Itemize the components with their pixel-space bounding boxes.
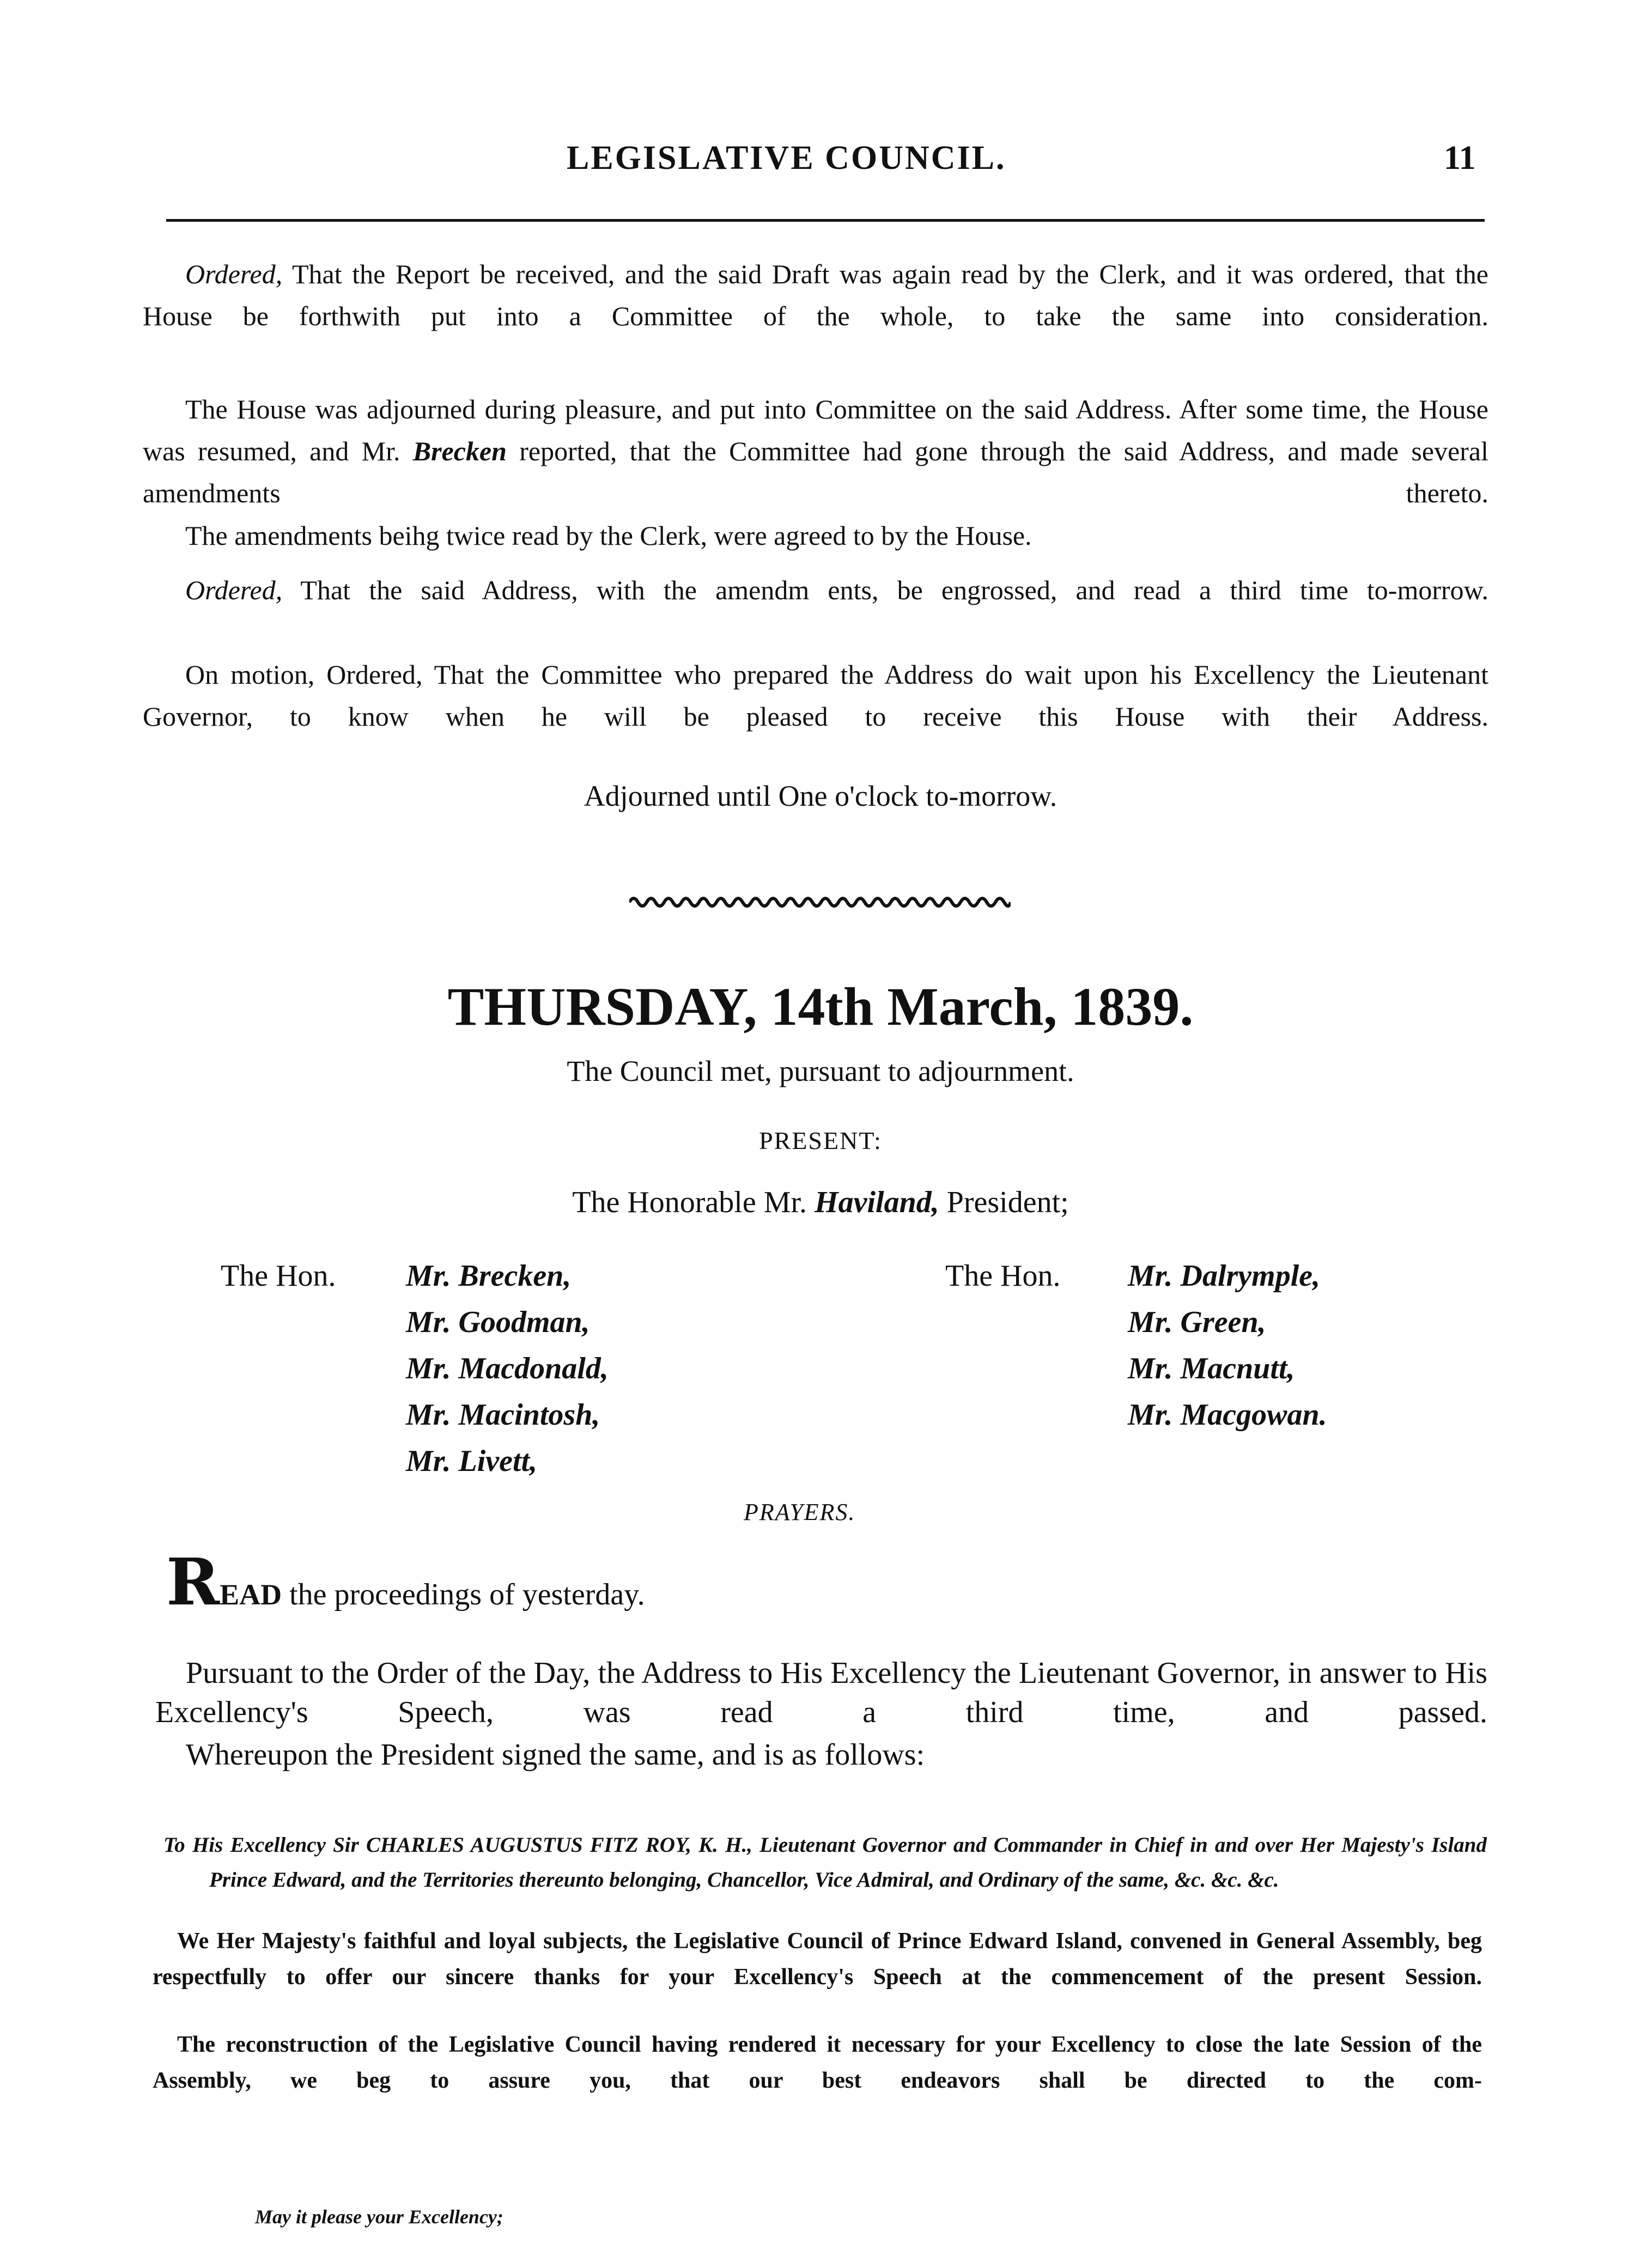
paragraph-text: On motion, Ordered, That the Committee who prepared the Address do wait upon his Excellency the Lieutenant Governor, to know when he will be pleased to receive this House with their Address. bbox=[143, 659, 1488, 732]
ordered-lead: Ordered, bbox=[185, 575, 283, 605]
address-recipient: To His Excellency Sir CHARLES AUGUSTUS FITZ ROY, K. H., Lieutenant Governor and Commander in Chief in and over Her Majesty's Island Prince Edward, and the Territories thereunto belonging, Chancellor, Vice Admiral, and Ordinary of the same, &c. &c. &c. bbox=[163, 1833, 1487, 1892]
member-left-1 bbox=[406, 1258, 571, 1293]
paragraph-text: The amendments beihg twice read by the Clerk, were agreed to by the House. bbox=[185, 520, 1032, 551]
ordered-lead: Ordered, bbox=[185, 259, 283, 289]
header-rule bbox=[166, 219, 1485, 222]
paragraph-whereupon: Whereupon the President signed the same, and is as follows: bbox=[186, 1738, 925, 1772]
president-name: Haviland, bbox=[815, 1185, 939, 1219]
address-body-1: We Her Majesty's faithful and loyal subjects, the Legislative Council of Prince Edward Island, convened in General Assembly, beg respectfully to offer our sincere thanks for your Excellency's Speech at the commencement of the present Session. bbox=[153, 1929, 1482, 1990]
read-caps: EAD bbox=[220, 1578, 282, 1611]
hon-prefix-right: The Hon. bbox=[945, 1259, 1061, 1293]
present-label: PRESENT: bbox=[759, 1127, 882, 1154]
member-name: Mr. Brecken, bbox=[406, 1259, 572, 1293]
prayers-label: PRAYERS. bbox=[744, 1499, 856, 1525]
member-right-3 bbox=[1128, 1351, 1295, 1386]
paragraph-ordered-report bbox=[143, 253, 1488, 337]
address-body-2: The reconstruction of the Legislative Council having rendered it necessary for your Excellency to close the late Session of the Assembly, we beg to assure you, that our best endeavors shall be directed to the com- bbox=[153, 2032, 1482, 2093]
paragraph-amendments bbox=[143, 515, 1488, 557]
running-header-title: LEGISLATIVE COUNCIL. bbox=[567, 139, 1006, 177]
member-name: Mr. Macintosh, bbox=[406, 1398, 600, 1432]
member-right-4 bbox=[1128, 1397, 1327, 1432]
paragraph-engrossed bbox=[143, 569, 1488, 611]
member-right-1 bbox=[1128, 1258, 1320, 1293]
member-name: Mr. Goodman, bbox=[406, 1305, 590, 1339]
page-number: 11 bbox=[1444, 139, 1476, 177]
paragraph-order-of-day: Pursuant to the Order of the Day, the Address to His Excellency the Lieutenant Governor, in answer to His Excellency's Speech, was read a third time, and passed. bbox=[155, 1656, 1487, 1729]
member-name: Mr. Macgowan. bbox=[1128, 1398, 1327, 1432]
wavy-divider-icon bbox=[629, 891, 1011, 913]
hon-prefix-left: The Hon. bbox=[221, 1259, 336, 1293]
president-line bbox=[0, 1185, 1641, 1220]
member-name: Mr. Dalrymple, bbox=[1128, 1259, 1321, 1293]
member-left-4 bbox=[406, 1397, 600, 1432]
president-prefix: The Honorable Mr. bbox=[572, 1185, 815, 1219]
council-met-line: The Council met, pursuant to adjournment. bbox=[567, 1055, 1074, 1087]
paragraph-text: That the Report be received, and the said Draft was again read by the Clerk, and it was ordered, that the House be forthwith put into a Committee of the whole, to take the same into consideration. bbox=[143, 259, 1488, 331]
member-left-3 bbox=[406, 1351, 609, 1386]
paragraph-text: That the said Address, with the amendm ents, be engrossed, and read a third time to-morrow. bbox=[282, 575, 1488, 605]
read-rest: the proceedings of yesterday. bbox=[282, 1578, 645, 1612]
member-name: Mr. Livett, bbox=[406, 1444, 538, 1478]
member-name: Mr. Macdonald, bbox=[406, 1352, 609, 1385]
drop-cap: R bbox=[166, 1544, 220, 1620]
member-name: Mr. Macnutt, bbox=[1128, 1352, 1295, 1385]
paragraph-text: The House was adjourned during pleasure, and put into Committee on the said Address. After some time, the House was resumed, and Mr. bbox=[143, 394, 1488, 466]
president-suffix: President; bbox=[939, 1185, 1069, 1219]
paragraph-on-motion bbox=[143, 654, 1488, 738]
read-proceedings-line bbox=[166, 1544, 645, 1620]
paragraph-committee-address bbox=[143, 388, 1488, 514]
member-left-2 bbox=[406, 1305, 590, 1340]
member-left-5 bbox=[406, 1444, 537, 1479]
day-heading: THURSDAY, 14th March, 1839. bbox=[447, 976, 1194, 1037]
member-name: Mr. Green, bbox=[1128, 1305, 1266, 1339]
salutation: May it please your Excellency; bbox=[255, 2206, 503, 2228]
member-name-brecken: Brecken bbox=[412, 436, 507, 466]
adjourned-line: Adjourned until One o'clock to-morrow. bbox=[584, 780, 1057, 812]
member-right-2 bbox=[1128, 1305, 1266, 1340]
paragraph-text: reported, that the Committee had gone through the said Address, and made several amendments thereto. bbox=[143, 436, 1488, 508]
